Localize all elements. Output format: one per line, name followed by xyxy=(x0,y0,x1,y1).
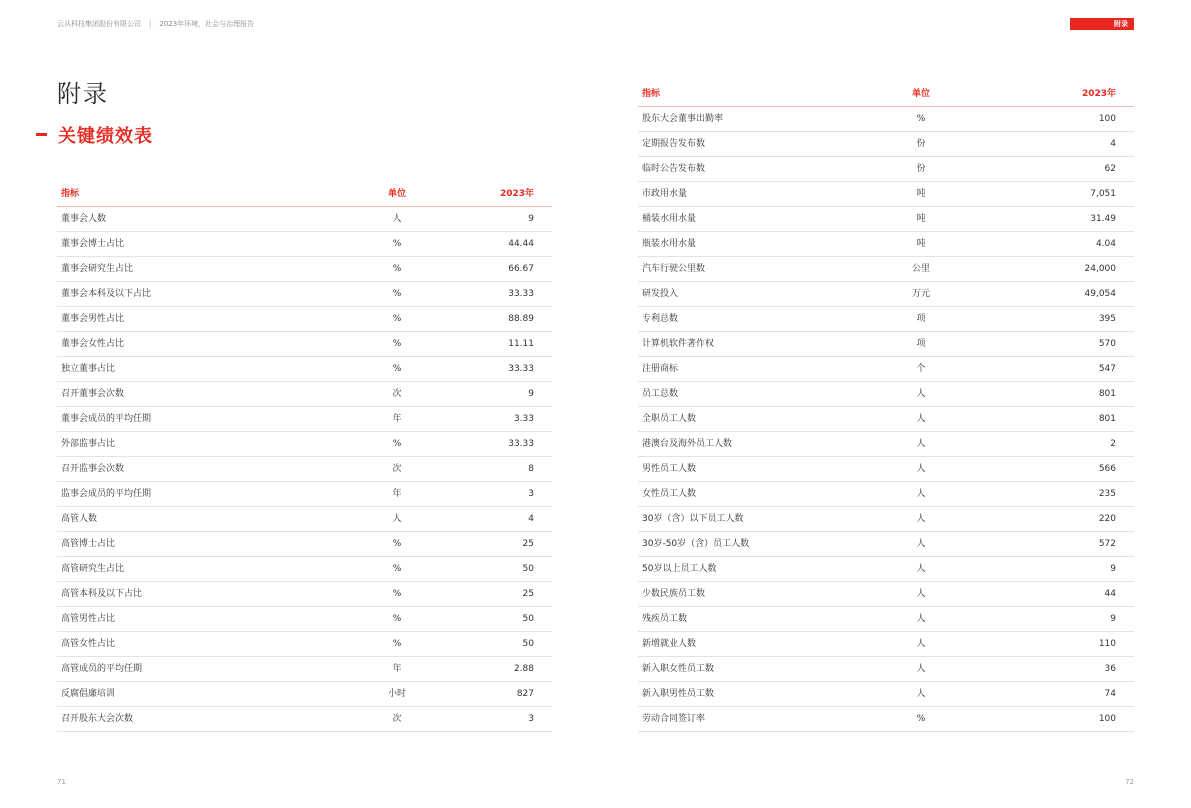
indicator-cell: 董事会男性占比 xyxy=(61,314,125,324)
table-row xyxy=(638,632,1134,657)
indicator-cell: 召开董事会次数 xyxy=(61,389,125,399)
unit-cell: 年 xyxy=(392,489,402,499)
indicator-cell: 独立董事占比 xyxy=(61,364,116,374)
indicator-cell: 股东大会董事出勤率 xyxy=(642,114,724,124)
table-row xyxy=(57,282,552,307)
col-header-indicator: 指标 xyxy=(61,189,80,199)
unit-cell: 人 xyxy=(916,514,926,524)
table-row xyxy=(57,682,552,707)
value-cell: 33.33 xyxy=(508,439,534,449)
unit-cell: 次 xyxy=(392,389,402,399)
indicator-cell: 监事会成员的平均任期 xyxy=(61,489,152,499)
col-header-year: 2023年 xyxy=(1081,89,1116,99)
indicator-cell: 30岁-50岁（含）员工人数 xyxy=(642,539,750,549)
section-subtitle: 关键绩效表 xyxy=(58,126,153,147)
indicator-cell: 女性员工人数 xyxy=(642,489,697,499)
table-row xyxy=(638,207,1134,232)
value-cell: 74 xyxy=(1104,689,1116,699)
unit-cell: 次 xyxy=(392,714,402,724)
table-row xyxy=(57,607,552,632)
value-cell: 572 xyxy=(1098,539,1116,549)
value-cell: 50 xyxy=(522,639,534,649)
table-row xyxy=(638,357,1134,382)
value-cell: 33.33 xyxy=(508,289,534,299)
unit-cell: 人 xyxy=(916,464,926,474)
value-cell: 100 xyxy=(1098,714,1116,724)
value-cell: 8 xyxy=(528,464,534,474)
unit-cell: % xyxy=(392,364,402,374)
table-row xyxy=(638,532,1134,557)
unit-cell: % xyxy=(916,714,926,724)
indicator-cell: 董事会博士占比 xyxy=(61,239,125,249)
value-cell: 9 xyxy=(528,214,534,224)
col-header-unit: 单位 xyxy=(911,89,930,99)
unit-cell: % xyxy=(392,564,402,574)
unit-cell: % xyxy=(392,239,402,249)
table-row xyxy=(57,482,552,507)
table-row xyxy=(638,107,1134,132)
unit-cell: % xyxy=(392,289,402,299)
unit-cell: 人 xyxy=(916,414,926,424)
value-cell: 827 xyxy=(516,689,534,699)
indicator-cell: 反腐倡廉培训 xyxy=(61,689,116,699)
value-cell: 44 xyxy=(1104,589,1116,599)
indicator-cell: 召开监事会次数 xyxy=(61,464,125,474)
indicator-cell: 员工总数 xyxy=(642,389,679,399)
table-row xyxy=(57,332,552,357)
indicator-cell: 注册商标 xyxy=(642,364,679,374)
indicator-cell: 瓶装水用水量 xyxy=(642,239,697,249)
unit-cell: 年 xyxy=(392,664,402,674)
indicator-cell: 新入职男性员工数 xyxy=(642,689,715,699)
indicator-cell: 计算机软件著作权 xyxy=(642,339,715,349)
unit-cell: 项 xyxy=(916,339,926,349)
table-row xyxy=(638,282,1134,307)
value-cell: 62 xyxy=(1104,164,1116,174)
table-row xyxy=(638,682,1134,707)
unit-cell: 人 xyxy=(916,564,926,574)
value-cell: 88.89 xyxy=(508,314,534,324)
value-cell: 25 xyxy=(522,539,534,549)
table-row xyxy=(638,582,1134,607)
page-number-right: 72 xyxy=(1125,778,1134,786)
value-cell: 31.49 xyxy=(1090,214,1116,224)
indicator-cell: 新增就业人数 xyxy=(642,639,697,649)
indicator-cell: 董事会成员的平均任期 xyxy=(61,414,152,424)
indicator-cell: 30岁（含）以下员工人数 xyxy=(642,514,744,524)
indicator-cell: 董事会女性占比 xyxy=(61,339,125,349)
table-header-row xyxy=(638,82,1134,107)
table-row xyxy=(57,707,552,732)
unit-cell: 人 xyxy=(916,589,926,599)
table-row xyxy=(57,582,552,607)
table-row xyxy=(57,432,552,457)
value-cell: 547 xyxy=(1098,364,1116,374)
unit-cell: 人 xyxy=(916,689,926,699)
indicator-cell: 高管本科及以下占比 xyxy=(61,589,143,599)
indicator-cell: 召开股东大会次数 xyxy=(61,714,134,724)
value-cell: 9 xyxy=(1110,564,1116,574)
value-cell: 220 xyxy=(1098,514,1116,524)
value-cell: 235 xyxy=(1098,489,1116,499)
indicator-cell: 高管男性占比 xyxy=(61,614,116,624)
unit-cell: 人 xyxy=(916,389,926,399)
indicator-cell: 50岁以上员工人数 xyxy=(642,564,717,574)
value-cell: 4 xyxy=(528,514,534,524)
table-row xyxy=(638,257,1134,282)
unit-cell: % xyxy=(392,614,402,624)
table-row xyxy=(57,457,552,482)
unit-cell: % xyxy=(392,639,402,649)
unit-cell: % xyxy=(392,539,402,549)
indicator-cell: 少数民族员工数 xyxy=(642,589,706,599)
table-row xyxy=(57,557,552,582)
indicator-cell: 研发投入 xyxy=(642,289,679,299)
unit-cell: 万元 xyxy=(911,289,930,299)
value-cell: 50 xyxy=(522,614,534,624)
value-cell: 33.33 xyxy=(508,364,534,374)
table-row xyxy=(57,207,552,232)
value-cell: 3 xyxy=(528,489,534,499)
unit-cell: % xyxy=(392,264,402,274)
indicator-cell: 定期报告发布数 xyxy=(642,139,706,149)
unit-cell: 吨 xyxy=(916,214,926,224)
table-row xyxy=(638,607,1134,632)
table-row xyxy=(638,557,1134,582)
indicator-cell: 董事会研究生占比 xyxy=(61,264,134,274)
page-title: 附录 xyxy=(57,80,109,108)
indicator-cell: 高管成员的平均任期 xyxy=(61,664,143,674)
indicator-cell: 劳动合同签订率 xyxy=(642,714,706,724)
subtitle-accent-bar xyxy=(36,133,47,136)
unit-cell: 份 xyxy=(916,164,926,174)
indicator-cell: 高管博士占比 xyxy=(61,539,116,549)
table-row xyxy=(638,182,1134,207)
table-row xyxy=(57,532,552,557)
unit-cell: 人 xyxy=(392,514,402,524)
table-row xyxy=(638,457,1134,482)
report-name: 2023年环境，社会与治理报告 xyxy=(159,20,255,28)
indicator-cell: 全职员工人数 xyxy=(642,414,697,424)
value-cell: 9 xyxy=(1110,614,1116,624)
value-cell: 100 xyxy=(1098,114,1116,124)
value-cell: 801 xyxy=(1098,389,1116,399)
indicator-cell: 高管女性占比 xyxy=(61,639,116,649)
table-row xyxy=(57,632,552,657)
unit-cell: % xyxy=(916,114,926,124)
unit-cell: 人 xyxy=(916,489,926,499)
value-cell: 44.44 xyxy=(508,239,534,249)
table-row xyxy=(57,407,552,432)
unit-cell: 吨 xyxy=(916,239,926,249)
unit-cell: 次 xyxy=(392,464,402,474)
unit-cell: 个 xyxy=(916,364,926,374)
value-cell: 570 xyxy=(1098,339,1116,349)
unit-cell: 份 xyxy=(916,139,926,149)
table-row xyxy=(57,232,552,257)
indicator-cell: 汽车行驶公里数 xyxy=(642,264,706,274)
unit-cell: 人 xyxy=(916,639,926,649)
table-row xyxy=(57,357,552,382)
indicator-cell: 高管研究生占比 xyxy=(61,564,125,574)
table-row xyxy=(638,307,1134,332)
table-row xyxy=(638,157,1134,182)
page-number-left: 71 xyxy=(57,778,66,786)
col-header-indicator: 指标 xyxy=(642,89,661,99)
table-row xyxy=(638,332,1134,357)
value-cell: 2.88 xyxy=(513,664,534,674)
value-cell: 9 xyxy=(528,389,534,399)
table-row xyxy=(57,657,552,682)
company-name: 云从科技集团股份有限公司 xyxy=(57,20,141,28)
table-row xyxy=(638,232,1134,257)
indicator-cell: 桶装水用水量 xyxy=(642,214,697,224)
value-cell: 110 xyxy=(1098,639,1116,649)
running-header xyxy=(57,19,254,29)
table-row xyxy=(638,507,1134,532)
unit-cell: 公里 xyxy=(911,264,930,274)
kpi-table-left xyxy=(57,182,552,732)
value-cell: 4.04 xyxy=(1095,239,1116,249)
value-cell: 66.67 xyxy=(508,264,534,274)
table-row xyxy=(57,507,552,532)
value-cell: 36 xyxy=(1104,664,1116,674)
header-separator: | xyxy=(149,20,152,28)
table-row xyxy=(57,307,552,332)
unit-cell: % xyxy=(392,439,402,449)
indicator-cell: 专利总数 xyxy=(642,314,679,324)
value-cell: 7,051 xyxy=(1090,189,1116,199)
indicator-cell: 新入职女性员工数 xyxy=(642,664,715,674)
kpi-table-right xyxy=(638,82,1134,732)
unit-cell: 吨 xyxy=(916,189,926,199)
unit-cell: 人 xyxy=(916,439,926,449)
table-row xyxy=(638,707,1134,732)
value-cell: 50 xyxy=(522,564,534,574)
indicator-cell: 高管人数 xyxy=(61,514,98,524)
table-row xyxy=(57,257,552,282)
indicator-cell: 残疾员工数 xyxy=(642,614,688,624)
unit-cell: 人 xyxy=(916,539,926,549)
unit-cell: 人 xyxy=(916,614,926,624)
unit-cell: 人 xyxy=(392,214,402,224)
unit-cell: 小时 xyxy=(387,689,406,699)
unit-cell: 项 xyxy=(916,314,926,324)
indicator-cell: 外部监事占比 xyxy=(61,439,116,449)
value-cell: 3.33 xyxy=(513,414,534,424)
table-row xyxy=(638,657,1134,682)
value-cell: 2 xyxy=(1110,439,1116,449)
col-header-unit: 单位 xyxy=(387,189,406,199)
indicator-cell: 董事会本科及以下占比 xyxy=(61,289,152,299)
value-cell: 395 xyxy=(1098,314,1116,324)
col-header-year: 2023年 xyxy=(499,189,534,199)
indicator-cell: 男性员工人数 xyxy=(642,464,697,474)
section-tag: 附录 xyxy=(1070,18,1134,30)
table-row xyxy=(57,382,552,407)
value-cell: 25 xyxy=(522,589,534,599)
value-cell: 11.11 xyxy=(508,339,534,349)
value-cell: 3 xyxy=(528,714,534,724)
unit-cell: % xyxy=(392,589,402,599)
value-cell: 801 xyxy=(1098,414,1116,424)
unit-cell: % xyxy=(392,339,402,349)
indicator-cell: 临时公告发布数 xyxy=(642,164,706,174)
table-row xyxy=(638,132,1134,157)
table-row xyxy=(638,407,1134,432)
unit-cell: 人 xyxy=(916,664,926,674)
table-row xyxy=(638,382,1134,407)
indicator-cell: 市政用水量 xyxy=(642,189,688,199)
table-header-row xyxy=(57,182,552,207)
indicator-cell: 港澳台及海外员工人数 xyxy=(642,439,733,449)
value-cell: 4 xyxy=(1110,139,1116,149)
value-cell: 49,054 xyxy=(1084,289,1116,299)
value-cell: 24,000 xyxy=(1084,264,1116,274)
unit-cell: 年 xyxy=(392,414,402,424)
unit-cell: % xyxy=(392,314,402,324)
indicator-cell: 董事会人数 xyxy=(61,214,107,224)
table-row xyxy=(638,482,1134,507)
value-cell: 566 xyxy=(1098,464,1116,474)
table-row xyxy=(638,432,1134,457)
